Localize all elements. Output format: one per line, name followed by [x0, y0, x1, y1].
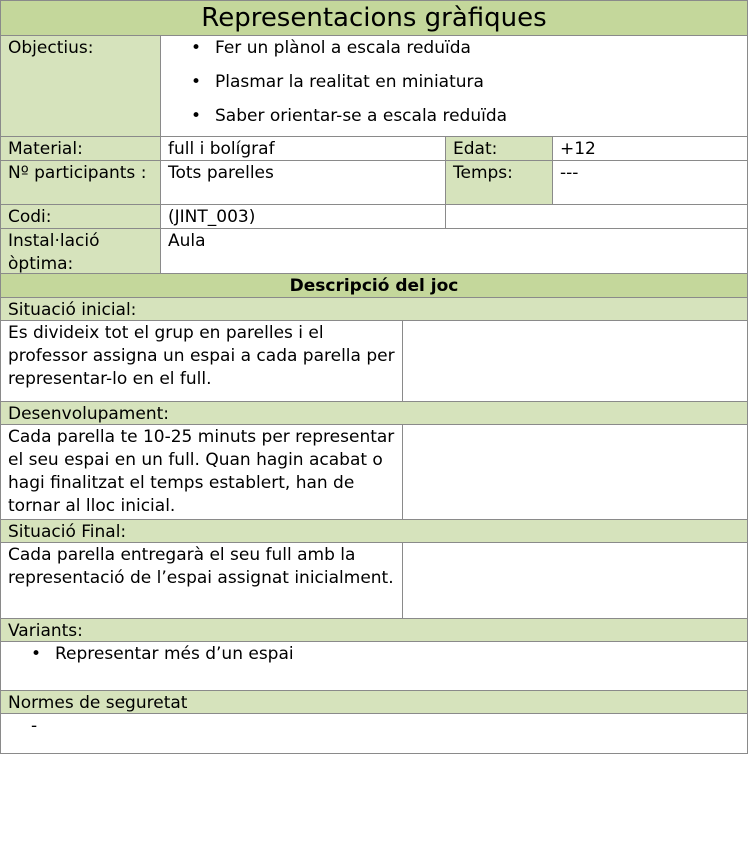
variant-item: • Representar més d’un espai: [55, 643, 747, 666]
safety-value: -: [0, 713, 748, 754]
final-empty: [402, 542, 748, 619]
objective-item: • Saber orientar-se a escala reduïda: [215, 105, 747, 135]
install-label: Instal·lació òptima:: [0, 228, 161, 274]
development-text: Cada parella te 10-25 minuts per representar el seu espai en un full. Quan hagin acabat o hagi finalitzat el temps establert, han de tornar al lloc inicial.: [0, 424, 403, 520]
time-value: ---: [552, 160, 748, 205]
material-label: Material:: [0, 136, 161, 161]
development-label: Desenvolupament:: [0, 401, 748, 425]
code-label: Codi:: [0, 204, 161, 229]
objectives-label: Objectius:: [0, 35, 161, 137]
age-label: Edat:: [445, 136, 553, 161]
install-value: Aula: [160, 228, 748, 274]
safety-label: Normes de seguretat: [0, 690, 748, 714]
code-empty: [445, 204, 748, 229]
participants-value: Tots parelles: [160, 160, 446, 205]
initial-empty: [402, 320, 748, 402]
participants-label: Nº participants :: [0, 160, 161, 205]
initial-label: Situació inicial:: [0, 297, 748, 321]
initial-text: Es divideix tot el grup en parelles i el professor assigna un espai a cada parella per representar-lo en el full.: [0, 320, 403, 402]
final-label: Situació Final:: [0, 519, 748, 543]
objectives-list: [160, 35, 748, 137]
variants-list: [0, 641, 748, 691]
age-value: +12: [552, 136, 748, 161]
final-text: Cada parella entregarà el seu full amb la representació de l’espai assignat inicialment.: [0, 542, 403, 619]
material-value: full i bolígraf: [160, 136, 446, 161]
development-empty: [402, 424, 748, 520]
objective-item: • Fer un plànol a escala reduïda: [215, 37, 747, 71]
code-value: (JINT_003): [160, 204, 446, 229]
sheet-title: Representacions gràfiques: [0, 0, 748, 36]
description-header: Descripció del joc: [0, 273, 748, 298]
time-label: Temps:: [445, 160, 553, 205]
variants-label: Variants:: [0, 618, 748, 642]
objective-item: • Plasmar la realitat en miniatura: [215, 71, 747, 105]
